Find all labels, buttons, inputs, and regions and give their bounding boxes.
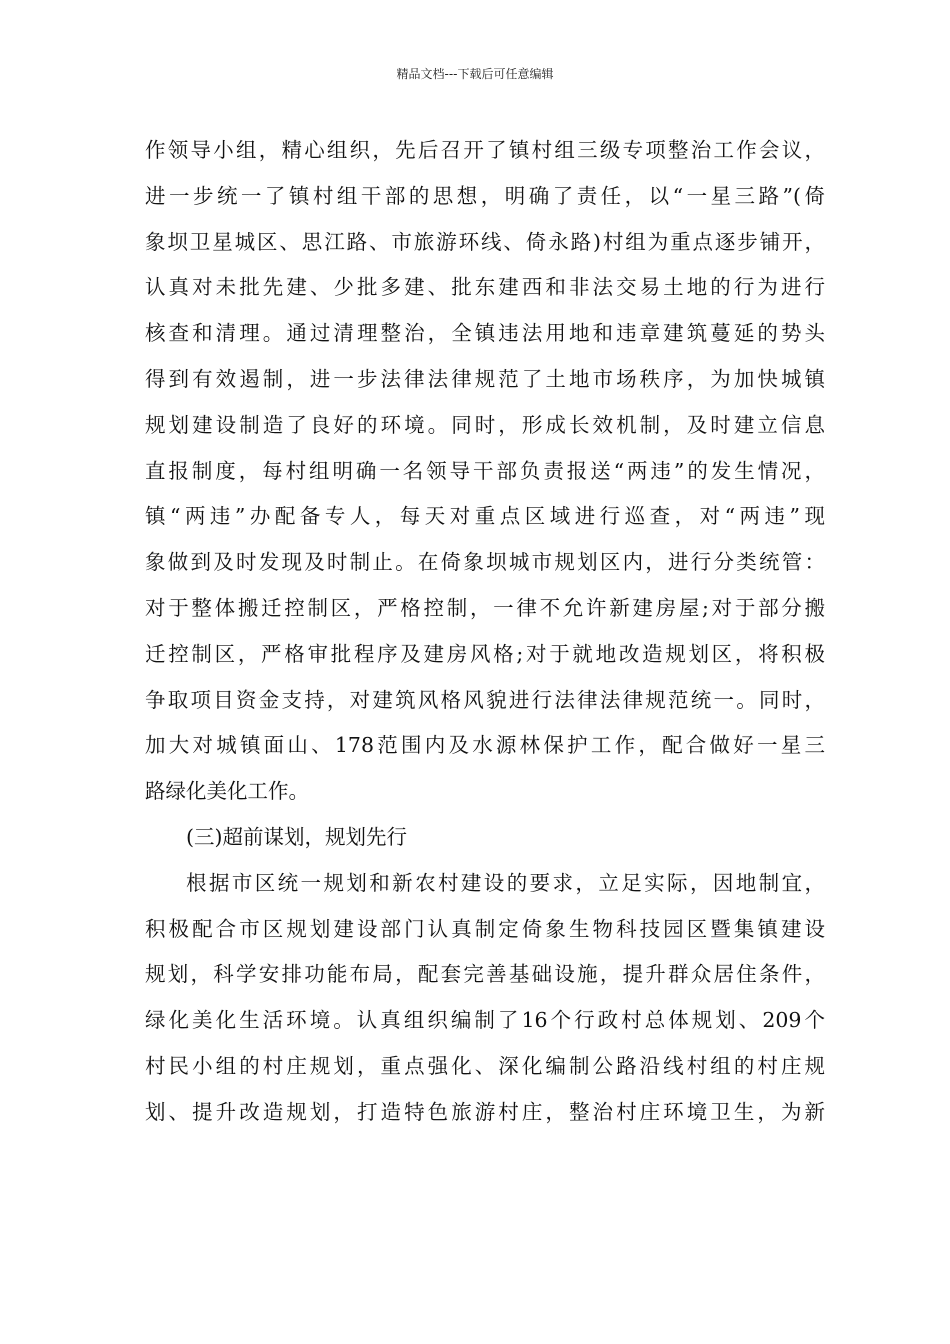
text-line: 加大对城镇面山、178范围内及水源林保护工作，配合做好一星三 [145,733,825,758]
text-line: 直报制度，每村组明确一名领导干部负责报送“两违”的发生情况， [145,458,825,483]
text-line: 进一步统一了镇村组干部的思想，明确了责任，以“一星三路”(倚 [145,183,825,208]
text-line: 积极配合市区规划建设部门认真制定倚象生物科技园区暨集镇建设 [145,916,825,941]
text-line: 规划，科学安排功能布局，配套完善基础设施，提升群众居住条件， [145,962,825,987]
text-line: 核查和清理。通过清理整治，全镇违法用地和违章建筑蔓延的势头 [145,321,825,346]
text-line: 规划建设制造了良好的环境。同时，形成长效机制，及时建立信息 [145,412,825,437]
text-line: 绿化美化生活环境。认真组织编制了16个行政村总体规划、209个 [145,1008,825,1033]
text-line: 象坝卫星城区、思江路、市旅游环线、倚永路)村组为重点逐步铺开， [145,229,825,254]
text-line: 对于整体搬迁控制区，严格控制，一律不允许新建房屋;对于部分搬 [145,595,825,620]
text-line: 划、提升改造规划，打造特色旅游村庄，整治村庄环境卫生，为新 [145,1099,825,1124]
text-line: 镇“两违”办配备专人，每天对重点区域进行巡查，对“两违”现 [145,504,825,529]
text-line: 路绿化美化工作。 [145,779,309,804]
text-line: 得到有效遏制，进一步法律法律规范了土地市场秩序，为加快城镇 [145,366,825,391]
text-line: 象做到及时发现及时制止。在倚象坝城市规划区内，进行分类统管： [145,550,825,575]
document-body [145,128,825,1136]
text-line: 根据市区统一规划和新农村建设的要求，立足实际，因地制宜， [186,870,825,895]
text-line: (三)超前谋划，规划先行 [186,824,407,849]
text-line: 村民小组的村庄规划，重点强化、深化编制公路沿线村组的村庄规 [145,1053,825,1078]
text-line: 认真对未批先建、少批多建、批东建西和非法交易土地的行为进行 [145,275,825,300]
text-line: 迁控制区，严格审批程序及建房风格;对于就地改造规划区，将积极 [145,641,825,666]
page-header: 精品文档---下载后可任意编辑 [396,67,554,81]
text-line: 作领导小组，精心组织，先后召开了镇村组三级专项整治工作会议， [145,138,825,162]
text-line: 争取项目资金支持，对建筑风格风貌进行法律法律规范统一。同时， [145,687,825,712]
